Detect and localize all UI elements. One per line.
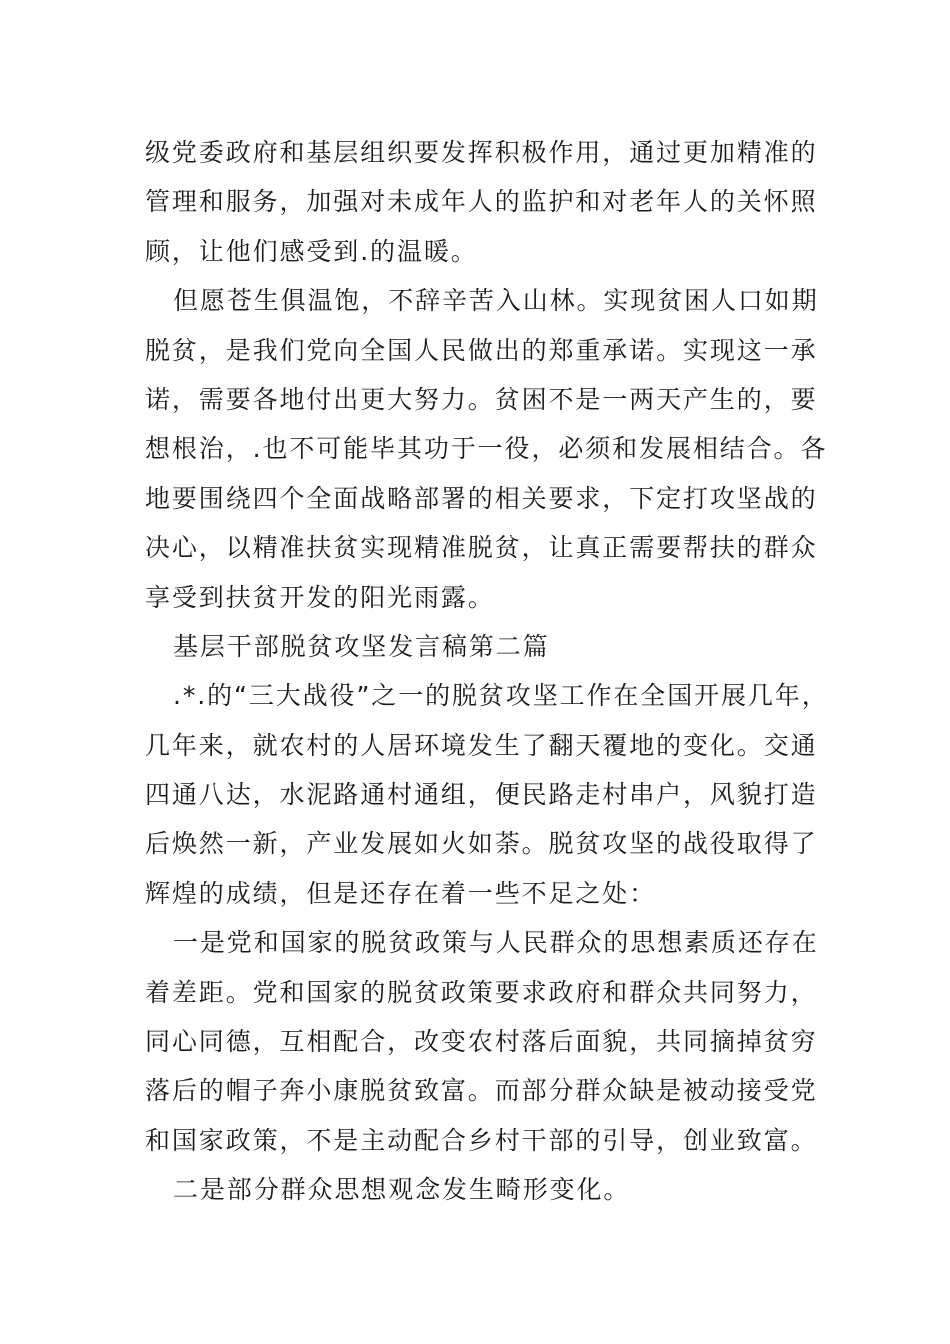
paragraph-5 — [145, 1165, 815, 1214]
text-line: 级党委政府和基层组织要发挥积极作用，通过更加精准的 — [145, 138, 818, 167]
text-line: 落后的帽子奔小康脱贫致富。而部分群众缺是被动接受党 — [145, 1076, 818, 1106]
text-line: 几年来，就农村的人居环境发生了翻天覆地的变化。交通 — [145, 730, 818, 760]
paragraph-1 — [145, 128, 818, 276]
text-line: 四通八达，水泥路通村通组，便民路走村串户，风貌打造 — [145, 780, 818, 810]
text-line: 二是部分群众思想观念发生畸形变化。 — [173, 1175, 631, 1205]
text-line: 和国家政策，不是主动配合乡村干部的引导，创业致富。 — [145, 1125, 818, 1155]
heading-text: 基层干部脱贫攻坚发言稿第二篇 — [173, 631, 550, 661]
text-line: 诺，需要各地付出更大努力。贫困不是一两天产生的，要 — [145, 384, 818, 414]
text-line: 管理和服务，加强对未成年人的监护和对老年人的关怀照 — [145, 187, 818, 217]
document-body — [145, 128, 829, 1215]
text-line: 顾，让他们感受到.的温暖。 — [145, 236, 478, 266]
text-line: 着差距。党和国家的脱贫政策要求政府和群众共同努力， — [145, 977, 818, 1007]
paragraph-4 — [145, 918, 819, 1165]
paragraph-3 — [145, 671, 829, 918]
paragraph-2 — [145, 276, 828, 622]
text-line: 后焕然一新，产业发展如火如荼。脱贫攻坚的战役取得了 — [145, 829, 818, 859]
text-line: 地要围绕四个全面战略部署的相关要求，下定打攻坚战的 — [145, 483, 818, 513]
text-line: .*.的“三大战役”之一的脱贫攻坚工作在全国开展几年， — [173, 681, 829, 711]
section-heading — [145, 622, 815, 671]
text-line: 辉煌的成绩，但是还存在着一些不足之处： — [145, 878, 657, 908]
text-line: 同心同德，互相配合，改变农村落后面貌，共同摘掉贫穷 — [145, 1027, 818, 1057]
text-line: 脱贫，是我们党向全国人民做出的郑重承诺。实现这一承 — [145, 335, 818, 365]
text-line: 想根治，.也不可能毕其功于一役，必须和发展相结合。各 — [145, 434, 828, 464]
text-line: 享受到扶贫开发的阳光雨露。 — [145, 582, 495, 612]
text-line: 但愿苍生俱温饱，不辞辛苦入山林。实现贫困人口如期 — [173, 286, 819, 316]
text-line: 一是党和国家的脱贫政策与人民群众的思想素质还存在 — [173, 928, 819, 958]
text-line: 决心，以精准扶贫实现精准脱贫，让真正需要帮扶的群众 — [145, 533, 818, 563]
